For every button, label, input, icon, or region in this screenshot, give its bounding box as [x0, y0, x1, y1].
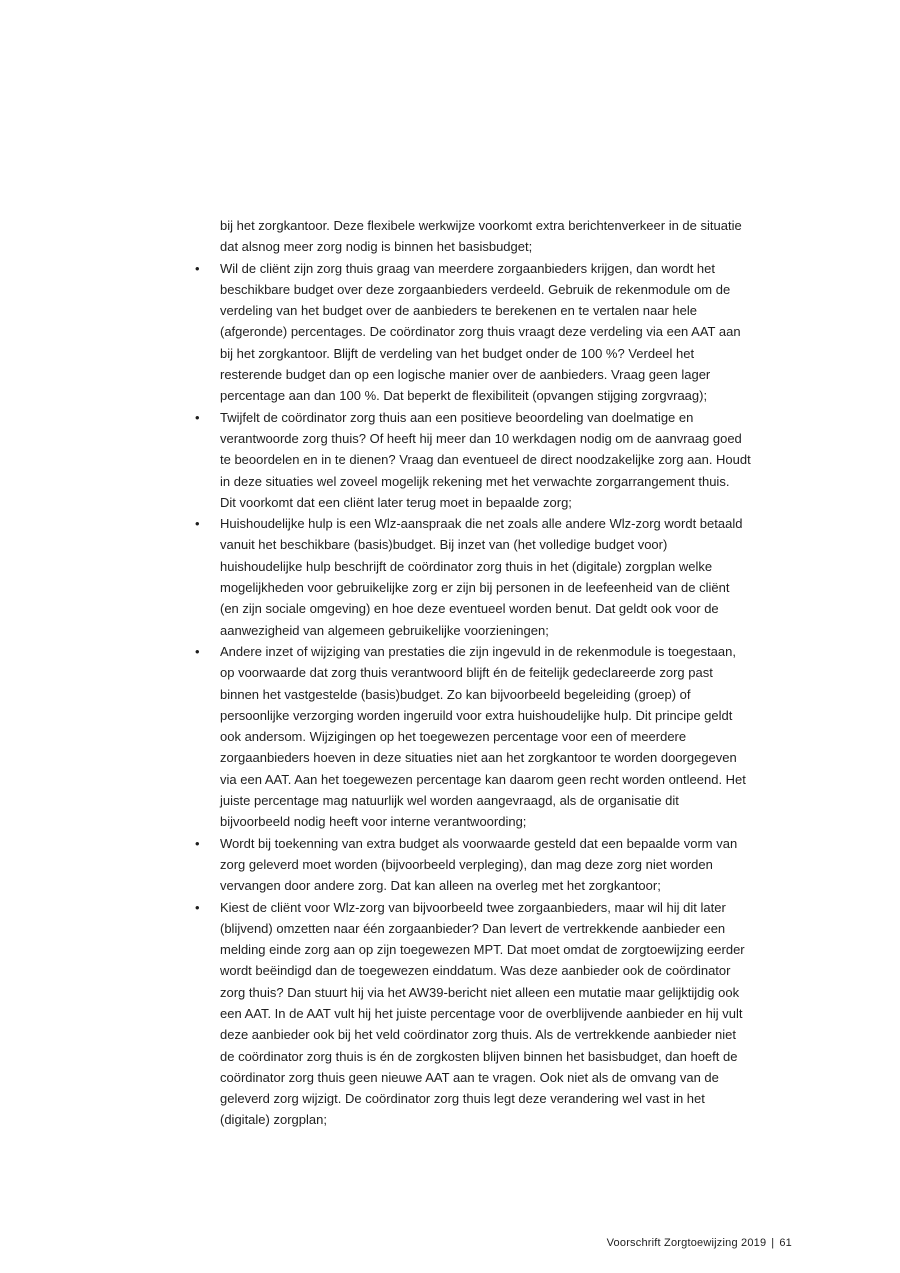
text-line: Wordt bij toekenning van extra budget als voorwaarde gesteld dat een bepaalde vorm van — [220, 835, 738, 851]
text-line: juiste percentage mag natuurlijk wel worden aangevraagd, als de organisatie dit — [220, 793, 679, 809]
paragraph-lines — [220, 513, 812, 641]
paragraph-lines — [220, 897, 812, 1131]
text-line: mogelijkheden voor gebruikelijke zorg er zijn bij personen in de leefeenheid van de cliënt — [220, 580, 730, 596]
bullet-item — [192, 407, 812, 513]
paragraph-lines — [220, 258, 812, 407]
text-line: huishoudelijke hulp beschrijft de coördinator zorg thuis in het (digitale) zorgplan welke — [220, 558, 713, 574]
text-line: op voorwaarde dat zorg thuis verantwoord blijft én de feitelijk gedeclareerde zorg past — [220, 665, 713, 681]
text-line: aanwezigheid van algemeen gebruikelijke voorzieningen; — [220, 622, 549, 638]
bullet-item — [192, 513, 812, 641]
text-line: geleverd zorg wijzigt. De coördinator zorg thuis legt deze verandering wel vast in het — [220, 1091, 705, 1107]
bullet-icon: • — [195, 260, 200, 276]
text-line: bij het zorgkantoor. Deze flexibele werkwijze voorkomt extra berichtenverkeer in de situatie — [220, 218, 742, 233]
text-line: verdeling van het budget over de aanbieders te berekenen en te vertalen naar hele — [220, 303, 698, 319]
text-line: (afgeronde) percentages. De coördinator zorg thuis vraagt deze verdeling via een AAT aan — [220, 324, 741, 340]
paragraph-lines — [220, 833, 812, 897]
page-number: 61 — [779, 1237, 792, 1249]
text-line: Huishoudelijke hulp is een Wlz-aanspraak die net zoals alle andere Wlz-zorg wordt betaald — [220, 516, 743, 532]
text-line: zorg geleverd moet worden (bijvoorbeeld verpleging), dan mag deze zorg niet worden — [220, 856, 713, 872]
text-line: Andere inzet of wijziging van prestaties die zijn ingevuld in de rekenmodule is toegestaan, — [220, 643, 736, 659]
text-line: resterende budget dan op een logische manier over de aanbieders. Vraag geen lager — [220, 367, 711, 383]
text-line: Dit voorkomt dat een cliënt later terug moet in bepaalde zorg; — [220, 494, 572, 510]
bullet-icon: • — [195, 835, 200, 851]
bullet-icon: • — [195, 516, 200, 532]
text-line: dat alsnog meer zorg nodig is binnen het basisbudget; — [220, 239, 533, 255]
text-line: ook andersom. Wijzigingen op het toegewezen percentage voor een of meerdere — [220, 729, 687, 745]
text-line: (digitale) zorgplan; — [220, 1112, 327, 1128]
text-line: vervangen door andere zorg. Dat kan alleen na overleg met het zorgkantoor; — [220, 878, 661, 894]
text-line: bijvoorbeeld nodig heeft voor interne verantwoording; — [220, 814, 527, 830]
bullet-item — [192, 258, 812, 407]
footer-separator: | — [771, 1237, 775, 1249]
bullet-item — [192, 897, 812, 1131]
text-line: zorgaanbieders hoeven in deze situaties niet aan het zorgkantoor te worden doorgegeven — [220, 750, 737, 766]
text-line: Wil de cliënt zijn zorg thuis graag van meerdere zorgaanbieders krijgen, dan wordt het — [220, 260, 715, 276]
text-line: binnen het vastgestelde (basis)budget. Zo kan bijvoorbeeld begeleiding (groep) of — [220, 686, 691, 702]
text-line: deze aanbieder ook bij het veld coördinator zorg thuis. Als de vertrekkende aanbieder niet — [220, 1027, 736, 1043]
bullet-icon: • — [195, 409, 200, 425]
paragraph-lines — [220, 407, 812, 513]
text-line: persoonlijke verzorging worden ingeruild voor extra huishoudelijke hulp. Dit principe geldt — [220, 707, 733, 723]
text-line: een AAT. In de AAT vult hij het juiste percentage voor de overblijvende aanbieder en hij vult — [220, 1005, 743, 1021]
text-line: via een AAT. Aan het toegewezen percentage kan daarom geen recht worden ontleend. Het — [220, 771, 746, 787]
text-line: (en zijn sociale omgeving) en hoe deze eventueel worden benut. Dat geldt ook voor de — [220, 601, 719, 617]
footer-title: Voorschrift Zorgtoewijzing 2019 — [606, 1237, 767, 1249]
paragraph-lines — [220, 215, 812, 258]
text-line: Kiest de cliënt voor Wlz-zorg van bijvoorbeeld twee zorgaanbieders, maar wil hij dit later — [220, 899, 726, 915]
text-line: melding einde zorg aan op zijn toegewezen MPT. Dat moet omdat de zorgtoewijzing eerder — [220, 942, 745, 958]
continuation-paragraph — [192, 215, 812, 258]
text-line: de coördinator zorg thuis is én de zorgkosten blijven binnen het basisbudget, dan hoeft de — [220, 1048, 738, 1064]
document-body — [192, 215, 812, 1131]
text-line: te beoordelen en in te dienen? Vraag dan eventueel de direct noodzakelijke zorg aan. Houdt — [220, 452, 751, 468]
text-line: zorg thuis? Dan stuurt hij via het AW39-bericht niet alleen een mutatie maar gelijktijdig ook — [220, 984, 740, 1000]
text-line: (blijvend) omzetten naar één zorgaanbieder? Dan levert de vertrekkende aanbieder een — [220, 920, 726, 936]
text-line: bij het zorgkantoor. Blijft de verdeling van het budget onder de 100 %? Verdeel het — [220, 345, 695, 361]
bullet-item — [192, 833, 812, 897]
text-line: vanuit het beschikbare (basis)budget. Bij inzet van (het volledige budget voor) — [220, 537, 668, 553]
text-line: percentage aan dan 100 %. Dat beperkt de flexibiliteit (opvangen stijging zorgvraag); — [220, 388, 708, 404]
text-line: coördinator zorg thuis geen nieuwe AAT aan te vragen. Ook niet als de omvang van de — [220, 1069, 719, 1085]
bullet-icon: • — [195, 643, 200, 659]
paragraph-lines — [220, 641, 812, 833]
text-line: in deze situaties wel zoveel mogelijk rekening met het verwachte zorgarrangement thuis. — [220, 473, 730, 489]
bullet-item — [192, 641, 812, 833]
bullet-icon: • — [195, 899, 200, 915]
text-line: Twijfelt de coördinator zorg thuis aan een positieve beoordeling van doelmatige en — [220, 409, 694, 425]
text-line: beschikbare budget over deze zorgaanbieders verdeeld. Gebruik de rekenmodule om de — [220, 281, 731, 297]
page-footer — [594, 1222, 792, 1264]
text-line: verantwoorde zorg thuis? Of heeft hij meer dan 10 werkdagen nodig om de aanvraag goed — [220, 430, 742, 446]
text-line: wordt beëindigd dan de toegewezen einddatum. Was deze aanbieder ook de coördinator — [220, 963, 731, 979]
